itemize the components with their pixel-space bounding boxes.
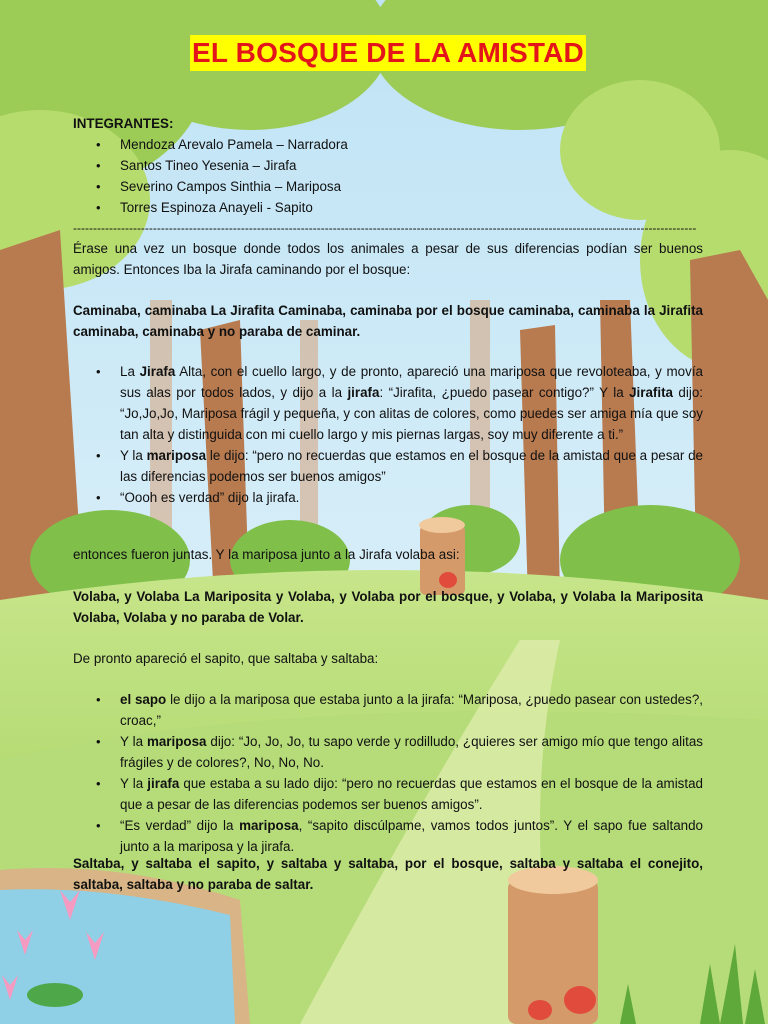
sapito-paragraph: De pronto apareció el sapito, que saltaba y saltaba: <box>73 651 379 666</box>
member-item: • Severino Campos Sinthia – Mariposa <box>73 176 703 197</box>
separator-line: ------------------------------------------------------------------------------------------------------------------------------------------------------------ <box>73 222 697 234</box>
dialogue-list-2 <box>73 689 703 857</box>
page-title: EL BOSQUE DE LA AMISTAD <box>190 35 586 71</box>
bullet-icon: • <box>96 692 101 707</box>
member-item: • Torres Espinoza Anayeli - Sapito <box>73 197 703 218</box>
dialogue-item: • La Jirafa Alta, con el cuello largo, y de pronto, apareció una mariposa que revoloteaba, y movía sus alas por todos lados, y dijo a la jirafa: “Jirafita, ¿puedo pasear contigo?” Y la Jirafita dijo: “Jo,Jo,Jo, Mariposa frágil y pequeña, y con alitas de colores, como puedes ser amiga mía que soy tan alta y distinguida con mi cuello largo y mis piernas largas, soy muy diferente a ti.” <box>73 361 703 445</box>
bullet-icon: • <box>96 364 101 379</box>
bullet-icon: • <box>96 448 101 463</box>
song-jumping: Saltaba, y saltaba el sapito, y saltaba y saltaba, por el bosque, saltaba y saltaba el conejito, saltaba, saltaba y no paraba de saltar. <box>73 856 703 892</box>
dialogue-item: • el sapo le dijo a la mariposa que estaba junto a la jirafa: “Mariposa, ¿puedo pasear con ustedes?, croac,” <box>73 689 703 731</box>
dialogue-item: • “Es verdad” dijo la mariposa, “sapito discúlpame, vamos todos juntos”. Y el sapo fue saltando junto a la mariposa y la jirafa. <box>73 815 703 857</box>
member-item: • Santos Tineo Yesenia – Jirafa <box>73 155 703 176</box>
dialogue-item: • Y la mariposa le dijo: “pero no recuerdas que estamos en el bosque de la amistad que a pesar de las diferencias podemos ser buenos amigos” <box>73 445 703 487</box>
bullet-icon: • <box>96 137 101 152</box>
bullet-icon: • <box>96 179 101 194</box>
bullet-icon: • <box>96 776 101 791</box>
bullet-icon: • <box>96 490 101 505</box>
member-item: • Mendoza Arevalo Pamela – Narradora <box>73 134 703 155</box>
bullet-icon: • <box>96 200 101 215</box>
bullet-icon: • <box>96 158 101 173</box>
song-walking: Caminaba, caminaba La Jirafita Caminaba, caminaba por el bosque caminaba, caminaba la Jirafita caminaba, caminaba y no paraba de caminar. <box>73 303 703 339</box>
intro-paragraph: Érase una vez un bosque donde todos los animales a pesar de sus diferencias podían ser buenos amigos. Entonces Iba la Jirafa caminando por el bosque: <box>73 241 703 277</box>
dialogue-item: • Y la jirafa que estaba a su lado dijo: “pero no recuerdas que estamos en el bosque de la amistad que a pesar de las diferencias podemos ser buenos amigos”. <box>73 773 703 815</box>
bullet-icon: • <box>96 818 101 833</box>
song-flying: Volaba, y Volaba La Mariposita y Volaba, y Volaba por el bosque, y Volaba, y Volaba la Mariposita Volaba, Volaba y no paraba de Volar. <box>73 589 703 625</box>
dialogue-item: • “Oooh es verdad” dijo la jirafa. <box>73 487 703 508</box>
members-list <box>73 134 703 218</box>
bullet-icon: • <box>96 734 101 749</box>
story-page <box>73 0 703 1024</box>
dialogue-list-1 <box>73 361 703 508</box>
title-wrapper <box>73 35 703 71</box>
members-heading: INTEGRANTES: <box>73 116 174 131</box>
transition-paragraph: entonces fueron juntas. Y la mariposa junto a la Jirafa volaba asi: <box>73 547 460 562</box>
dialogue-item: • Y la mariposa dijo: “Jo, Jo, Jo, tu sapo verde y rodilludo, ¿quieres ser amigo mío que tengo alitas frágiles y de colores?, No, No, No. <box>73 731 703 773</box>
